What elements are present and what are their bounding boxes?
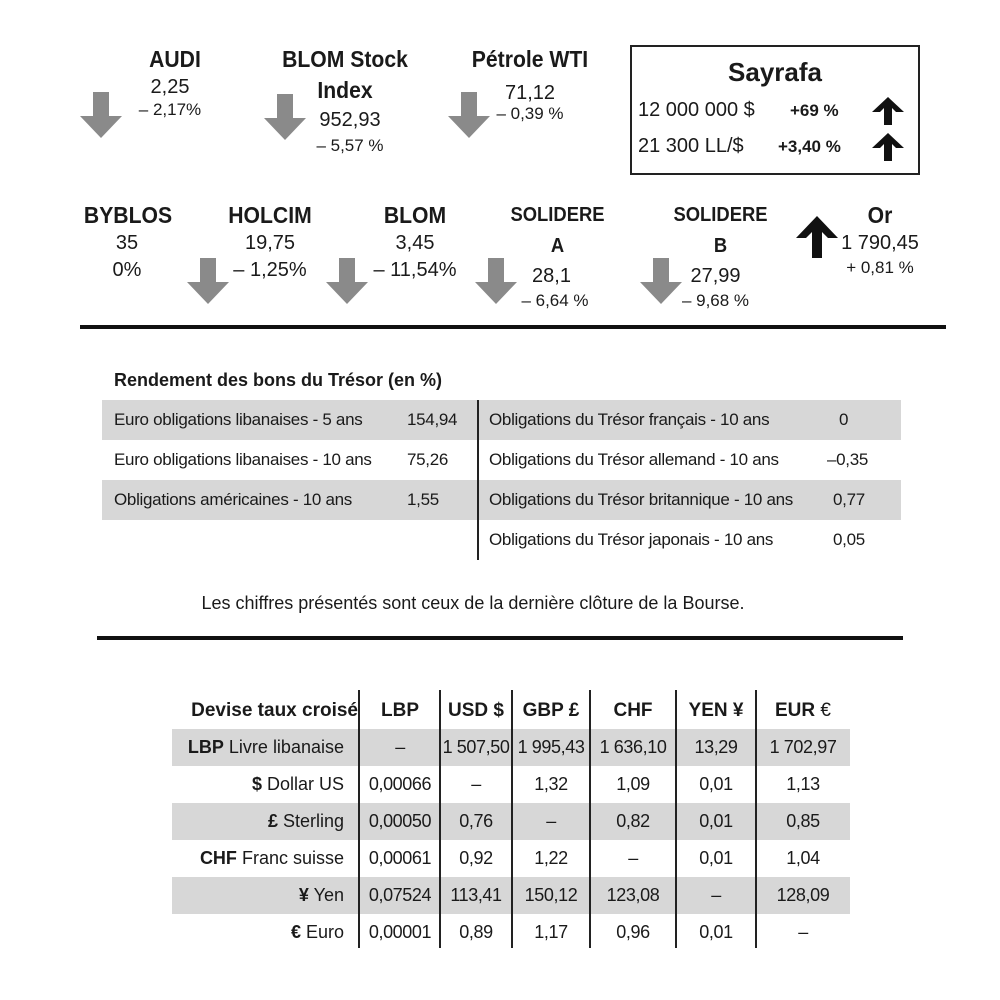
ticker-value: 952,93 — [319, 109, 381, 131]
fx-column-divider — [675, 690, 677, 948]
fx-cell: 0,92 — [459, 848, 493, 868]
up-arrow-icon — [872, 97, 904, 130]
fx-cell: 0,00001 — [368, 922, 432, 942]
section-divider — [80, 325, 946, 329]
fx-header-eur — [756, 692, 850, 729]
fx-cell: – — [711, 885, 721, 905]
ticker-change: – 1,25% — [233, 259, 307, 281]
sayrafa-value-2: 21 300 LL/$ — [638, 135, 744, 157]
fx-cell: 128,09 — [776, 885, 830, 905]
fx-header-code: LBP — [381, 700, 419, 721]
fx-cell: 1 995,43 — [517, 737, 585, 757]
ticker-name: Or — [867, 202, 893, 228]
fx-cell: 1,17 — [534, 922, 568, 942]
fx-cell: 0,96 — [616, 922, 650, 942]
treasury-row — [102, 400, 477, 440]
down-arrow-icon — [326, 258, 368, 304]
fx-row-code: LBP — [187, 737, 224, 757]
treasury-value: 75,26 — [407, 450, 449, 469]
fx-row-label — [172, 877, 344, 914]
treasury-divider — [477, 400, 479, 560]
ticker-name: Pétrole WTI — [471, 46, 589, 72]
fx-row-name: Dollar US — [266, 774, 344, 794]
fx-row-code: ¥ — [298, 885, 309, 905]
fx-cell: 0,01 — [699, 811, 733, 831]
ticker-value: 27,99 — [690, 265, 741, 287]
fx-row-code: £ — [267, 811, 278, 831]
fx-column-divider — [358, 690, 360, 948]
fx-corner-header: Devise taux croisé — [191, 700, 358, 721]
treasury-value: 0,05 — [833, 530, 865, 549]
treasury-label: Euro obligations libanaises - 10 ans — [114, 450, 372, 469]
ticker-value: 2,25 — [150, 76, 190, 98]
fx-row-code: $ — [251, 774, 262, 794]
fx-header-code: EUR — [775, 700, 816, 721]
fx-cell: – — [628, 848, 638, 868]
fx-header-lbp — [360, 692, 440, 729]
section-divider — [97, 636, 903, 640]
treasury-value: –0,35 — [827, 450, 869, 469]
ticker-blom-stock-values — [295, 108, 405, 157]
fx-row-name: Euro — [305, 922, 344, 942]
ticker-value: 3,45 — [395, 232, 435, 254]
fx-row-name: Yen — [313, 885, 344, 905]
fx-cell: 1,09 — [616, 774, 650, 794]
fx-header-symbol: € — [820, 700, 831, 721]
fx-cell: 0,76 — [459, 811, 493, 831]
fx-cell: 113,41 — [450, 885, 502, 905]
ticker-blom — [365, 200, 465, 282]
fx-row-label — [172, 914, 344, 951]
treasury-label: Obligations américaines - 10 ans — [114, 490, 352, 509]
fx-row-label — [172, 803, 344, 840]
fx-row-label — [172, 729, 344, 766]
ticker-holcim — [220, 200, 320, 282]
ticker-value: 1 790,45 — [841, 232, 919, 254]
fx-row-name: Livre libanaise — [228, 737, 344, 757]
sayrafa-box — [630, 45, 920, 175]
fx-cell: 150,12 — [524, 885, 578, 905]
fx-cell: 0,01 — [699, 774, 733, 794]
down-arrow-icon — [448, 92, 490, 138]
fx-cell: 1 702,97 — [769, 737, 837, 757]
fx-cell: 1,22 — [534, 848, 568, 868]
fx-cell: 1,13 — [786, 774, 820, 794]
closing-note: Les chiffres présentés sont ceux de la dernière clôture de la Bourse. — [201, 593, 745, 613]
treasury-label: Obligations du Trésor français - 10 ans — [489, 410, 770, 429]
ticker-name-line1: BLOM Stock — [282, 46, 408, 72]
fx-cell: 0,85 — [786, 811, 820, 831]
treasury-row — [102, 440, 477, 480]
fx-header-code: CHF — [613, 700, 653, 721]
ticker-name: SOLIDERE B — [673, 204, 768, 257]
fx-row-label — [172, 840, 344, 877]
fx-row-code: € — [290, 922, 301, 942]
treasury-value: 154,94 — [407, 410, 458, 429]
fx-cell: 0,07524 — [368, 885, 432, 905]
fx-header-usd — [440, 692, 512, 729]
fx-column-divider — [589, 690, 591, 948]
fx-column-divider — [755, 690, 757, 948]
treasury-row — [479, 400, 901, 440]
fx-header-code: YEN — [688, 700, 728, 721]
ticker-change: – 6,64 % — [521, 291, 589, 310]
fx-cell: – — [546, 811, 556, 831]
fx-cell: 0,01 — [699, 922, 733, 942]
fx-cell: 1 507,50 — [442, 737, 510, 757]
ticker-name: SOLIDERE A — [510, 204, 605, 257]
treasury-row — [102, 480, 477, 520]
fx-cell: 13,29 — [694, 737, 738, 757]
up-arrow-icon — [796, 216, 838, 258]
treasury-value: 0,77 — [833, 490, 865, 509]
fx-header-yen — [676, 692, 756, 729]
treasury-row — [479, 440, 901, 480]
treasury-row — [479, 480, 901, 520]
ticker-change: – 9,68 % — [681, 291, 750, 310]
treasury-label: Obligations du Trésor allemand - 10 ans — [489, 450, 779, 469]
sayrafa-change-2: +3,40 % — [778, 137, 841, 156]
fx-row-name: Franc suisse — [241, 848, 344, 868]
treasury-label: Obligations du Trésor britannique - 10 ans — [489, 490, 793, 509]
down-arrow-icon — [264, 94, 306, 140]
fx-column-divider — [511, 690, 513, 948]
ticker-name: BLOM — [383, 202, 447, 228]
ticker-change: – 2,17% — [138, 100, 202, 119]
down-arrow-icon — [80, 92, 122, 138]
treasury-value: 1,55 — [407, 490, 439, 509]
fx-row-code: CHF — [199, 848, 237, 868]
ticker-change: – 5,57 % — [316, 136, 384, 155]
fx-row-name: Sterling — [282, 811, 344, 831]
fx-cell: – — [798, 922, 808, 942]
fx-header-code: USD — [448, 700, 489, 721]
fx-header-symbol: £ — [568, 700, 580, 721]
down-arrow-icon — [475, 258, 517, 304]
up-arrow-icon — [872, 133, 904, 166]
sayrafa-value-1: 12 000 000 $ — [638, 99, 755, 121]
fx-header-code: GBP — [522, 700, 564, 721]
fx-header-chf — [590, 692, 676, 729]
fx-cell: – — [471, 774, 481, 794]
fx-cell: 0,89 — [459, 922, 493, 942]
ticker-name: BYBLOS — [83, 202, 173, 228]
ticker-value: 28,1 — [532, 265, 571, 287]
ticker-value: 35 — [115, 232, 139, 254]
ticker-change: – 11,54% — [373, 259, 457, 281]
sayrafa-title: Sayrafa — [728, 57, 822, 87]
ticker-change: 0% — [112, 259, 142, 281]
fx-column-divider — [439, 690, 441, 948]
ticker-name: HOLCIM — [228, 202, 312, 228]
treasury-row — [479, 520, 901, 560]
fx-header-symbol: ¥ — [732, 700, 744, 721]
treasury-label: Euro obligations libanaises - 5 ans — [114, 410, 363, 429]
fx-cell: 123,08 — [606, 885, 660, 905]
ticker-solidere-a — [500, 200, 615, 312]
ticker-value: 71,12 — [504, 82, 556, 104]
fx-cell: – — [395, 737, 405, 757]
fx-row-label — [172, 766, 344, 803]
ticker-audi — [130, 44, 220, 121]
fx-cell: 0,01 — [699, 848, 733, 868]
fx-header-symbol: $ — [493, 700, 504, 721]
fx-cell: 1,32 — [534, 774, 568, 794]
ticker-change: + 0,81 % — [846, 258, 914, 277]
fx-cell: 1 636,10 — [599, 737, 667, 757]
down-arrow-icon — [187, 258, 229, 304]
treasury-value: 0 — [839, 410, 849, 429]
fx-cell: 0,00066 — [368, 774, 432, 794]
ticker-value: 19,75 — [244, 232, 296, 254]
ticker-byblos — [78, 200, 178, 282]
ticker-name: AUDI — [149, 46, 201, 72]
sayrafa-change-1: +69 % — [790, 101, 839, 120]
fx-cell: 1,04 — [786, 848, 820, 868]
ticker-name-line2: Index — [317, 77, 373, 103]
fx-cell: 0,00050 — [368, 811, 432, 831]
fx-cell: 0,82 — [616, 811, 650, 831]
ticker-or — [830, 200, 930, 279]
ticker-change: – 0,39 % — [496, 104, 564, 123]
fx-cell: 0,00061 — [368, 848, 432, 868]
down-arrow-icon — [640, 258, 682, 304]
fx-header-gbp — [512, 692, 590, 729]
treasury-title: Rendement des bons du Trésor (en %) — [114, 370, 443, 390]
treasury-label: Obligations du Trésor japonais - 10 ans — [489, 530, 774, 549]
